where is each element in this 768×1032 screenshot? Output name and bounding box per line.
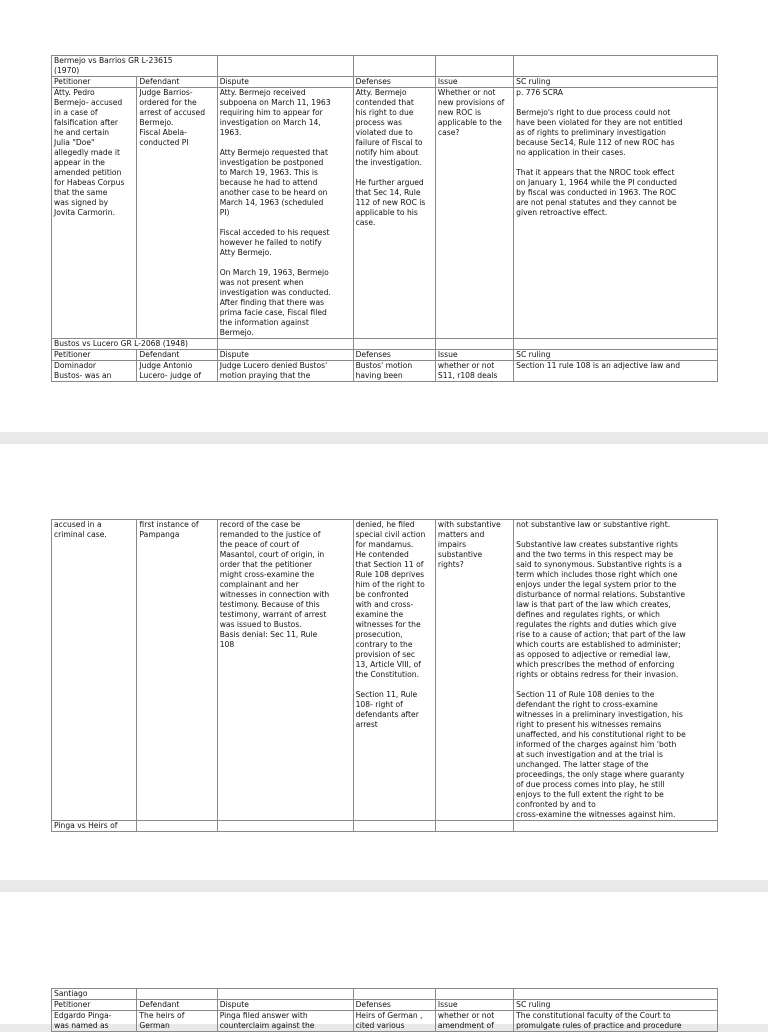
header-dispute: Dispute: [217, 350, 353, 361]
defendant-cell: Judge Barrios- ordered for the arrest of accused Bermejo. Fiscal Abela- conducted PI: [137, 88, 217, 339]
header-petitioner: Petitioner: [52, 350, 137, 361]
empty-cell: [353, 339, 435, 350]
case-row-bustos-continued: [52, 520, 718, 821]
document-page-1: [0, 0, 768, 432]
case-title-row: [52, 989, 718, 1000]
petitioner-cell: Edgardo Pinga- was named as: [52, 1011, 137, 1032]
empty-cell: [353, 989, 435, 1000]
header-petitioner: Petitioner: [52, 1000, 137, 1011]
case-row-bermejo: [52, 88, 718, 339]
defendant-cell: The heirs of German: [137, 1011, 217, 1032]
empty-cell: [514, 821, 718, 832]
empty-cell: [217, 339, 353, 350]
header-row: [52, 350, 718, 361]
empty-cell: [137, 989, 217, 1000]
empty-cell: [435, 989, 513, 1000]
ruling-cell: p. 776 SCRA Bermejo's right to due process could not have been violated for they are not entitled as of rights to preliminary investigation because Sec14, Rule 112 of new ROC has no application in their cases. That it appears that the NROC took effect on January 1, 1964 while the PI conducted by fiscal was conducted in 1963. The ROC are not penal statutes and they cannot be given retroactive effect.: [514, 88, 718, 339]
case-row-bustos-start: [52, 361, 718, 382]
case-title-bermejo: Bermejo vs Barrios GR L-23615 (1970): [52, 56, 218, 77]
dispute-cell: record of the case be remanded to the justice of the peace of court of Masantol, court of origin, in order that the petitioner might cross-examine the complainant and her witnesses in connection with testimony. Because of this testimony, warrant of arrest was issued to Bustos. Basis denial: Sec 11, Rule 108: [217, 520, 353, 821]
case-title-pinga-continued: Santiago: [52, 989, 137, 1000]
defenses-cell: Atty. Bermejo contended that his right to due process was violated due to failure of Fiscal to notify him about the investigation. He further argued that Sec 14, Rule 112 of new ROC is applicable to his case.: [353, 88, 435, 339]
header-row: [52, 77, 718, 88]
header-issue: Issue: [435, 77, 513, 88]
issue-cell: Whether or not new provisions of new ROC is applicable to the case?: [435, 88, 513, 339]
document-page-3: [0, 892, 768, 1030]
header-dispute: Dispute: [217, 1000, 353, 1011]
header-defendant: Defendant: [137, 1000, 217, 1011]
case-title-row: [52, 339, 718, 350]
ruling-cell: Section 11 rule 108 is an adjective law and: [514, 361, 718, 382]
empty-cell: [217, 56, 353, 77]
header-defenses: Defenses: [353, 350, 435, 361]
ruling-cell: not substantive law or substantive right. Substantive law creates substantive rights and the two terms in this respect may be said to synonymous. Substantive rights is a term which includes those right which one enjoys under the legal system prior to the disturbance of normal relations. Substantive law is that part of the law which creates, defines and regulates rights, or which regulates the rights and duties which give rise to a cause of action; that part of the law which courts are established to administer; as opposed to adjective or remedial law, which prescribes the method of enforcing rights or obtains redress for their invasion. Section 11 of Rule 108 denies to the defendant the right to cross-examine witnesses in a preliminary investigation, his right to present his witnesses remains unaffected, and his constitutional right to be informed of the charges against him 'both at such investigation and at the trial is unchanged. The latter stage of the proceedings, the only stage where guaranty of due process comes into play, he still enjoys to the full extent the right to be confronted by and to cross-examine the witnesses against him.: [514, 520, 718, 821]
header-row: [52, 1000, 718, 1011]
header-petitioner: Petitioner: [52, 77, 137, 88]
case-title-row: [52, 821, 718, 832]
header-ruling: SC ruling: [514, 1000, 718, 1011]
document-page-2: [0, 444, 768, 880]
header-ruling: SC ruling: [514, 77, 718, 88]
empty-cell: [514, 989, 718, 1000]
petitioner-cell: Atty. Pedro Bermejo- accused in a case of falsification after he and certain Julia "Doe" allegedly made it appear in the amended petition for Habeas Corpus that the same was signed by Jovita Carmorin.: [52, 88, 137, 339]
case-title-pinga: Pinga vs Heirs of: [52, 821, 137, 832]
ruling-cell: The constitutional faculty of the Court to promulgate rules of practice and procedure: [514, 1011, 718, 1032]
case-table-page-3: [51, 988, 718, 1032]
empty-cell: [514, 56, 718, 77]
case-table-page-1: [51, 55, 718, 382]
empty-cell: [435, 821, 513, 832]
empty-cell: [353, 821, 435, 832]
header-ruling: SC ruling: [514, 350, 718, 361]
issue-cell: whether or not S11, r108 deals: [435, 361, 513, 382]
case-title-bustos: Bustos vs Lucero GR L-2068 (1948): [52, 339, 218, 350]
header-defendant: Defendant: [137, 350, 217, 361]
issue-cell: whether or not amendment of: [435, 1011, 513, 1032]
petitioner-cell: Dominador Bustos- was an: [52, 361, 137, 382]
defenses-cell: Heirs of German , cited various: [353, 1011, 435, 1032]
case-row-pinga: [52, 1011, 718, 1032]
empty-cell: [137, 821, 217, 832]
defenses-cell: denied, he filed special civil action for mandamus. He contended that Section 11 of Rule 108 deprives him of the right to be confronted with and cross- examine the witnesses for the prosecution, contrary to the provision of sec 13, Article VIII, of the Constitution. Section 11, Rule 108- right of defendants after arrest: [353, 520, 435, 821]
header-defenses: Defenses: [353, 1000, 435, 1011]
header-issue: Issue: [435, 1000, 513, 1011]
header-issue: Issue: [435, 350, 513, 361]
header-defendant: Defendant: [137, 77, 217, 88]
case-table-page-2: [51, 519, 718, 832]
defendant-cell: first instance of Pampanga: [137, 520, 217, 821]
empty-cell: [353, 56, 435, 77]
empty-cell: [217, 989, 353, 1000]
empty-cell: [514, 339, 718, 350]
issue-cell: with substantive matters and impairs substantive rights?: [435, 520, 513, 821]
header-defenses: Defenses: [353, 77, 435, 88]
dispute-cell: Judge Lucero denied Bustos' motion praying that the: [217, 361, 353, 382]
dispute-cell: Atty. Bermejo received subpoena on March 11, 1963 requiring him to appear for investigation on March 14, 1963. Atty Bermejo requested that investigation be postponed to March 19, 1963. This is because he had to attend another case to be heard on March 14, 1963 (scheduled PI) Fiscal acceded to his request however he failed to notify Atty Bermejo. On March 19, 1963, Bermejo was not present when investigation was conducted. After finding that there was prima facie case, Fiscal filed the information against Bermejo.: [217, 88, 353, 339]
header-dispute: Dispute: [217, 77, 353, 88]
empty-cell: [435, 56, 513, 77]
case-title-row: [52, 56, 718, 77]
empty-cell: [435, 339, 513, 350]
dispute-cell: Pinga filed answer with counterclaim against the: [217, 1011, 353, 1032]
petitioner-cell: accused in a criminal case.: [52, 520, 137, 821]
empty-cell: [217, 821, 353, 832]
defenses-cell: Bustos' motion having been: [353, 361, 435, 382]
defendant-cell: Judge Antonio Lucero- judge of: [137, 361, 217, 382]
